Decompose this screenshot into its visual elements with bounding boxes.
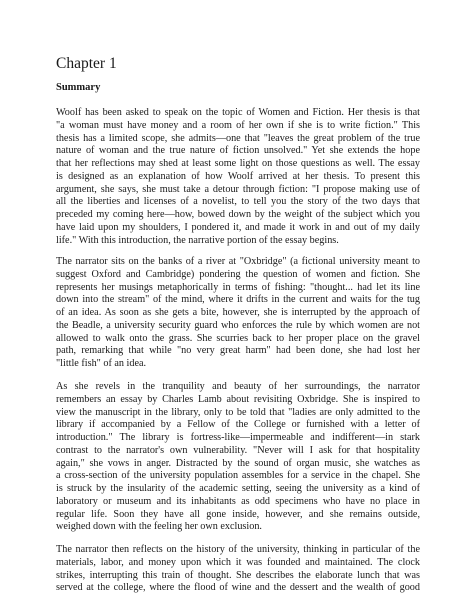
text-line: all the liberties and licenses of a novelist, to tell you the story of the two days that [56, 196, 420, 208]
text-line: introduction." The library is fortress-like—impermeable and indifferent—in stark [56, 432, 420, 443]
text-line: allowed to walk onto the grass. She scurries back to her proper place on the gravel [56, 332, 420, 344]
text-line: laboratory or museum and its inhabitants as odd specimens who have no place in [56, 495, 420, 507]
document-page [56, 0, 420, 613]
text-line: "little fish" of an idea. [56, 358, 147, 369]
text-line: path, remarking that while "no very great harm" had been done, she had lost her [56, 345, 420, 357]
text-line: of an idea. As soon as she gets a bite, however, she is interrupted by the approach of [56, 307, 420, 318]
text-line: the Beadle, a university security guard who enforces the rule by which women are not [56, 319, 420, 331]
text-line: remembers an essay by Charles Lamb about revisiting Oxbridge. She is inspired to [56, 393, 420, 405]
paragraph-1 [56, 107, 420, 247]
chapter-title: Chapter 1 [56, 55, 117, 72]
text-line: Woolf has been asked to speak on the topic of Women and Fiction. Her thesis is that [56, 107, 420, 118]
text-line: life." With this introduction, the narrative portion of the essay begins. [56, 234, 339, 246]
text-line: served at the college, where the flood of wine and the dessert and the wealth of good [56, 582, 420, 594]
text-line: have laid upon my shoulders, I pondered it, and made it work in and out of my daily [56, 221, 420, 233]
text-line: thesis has a limited scope, she admits—one that "leaves the great problem of the true [56, 132, 420, 144]
paragraph-3 [56, 381, 420, 534]
section-heading-summary: Summary [56, 82, 101, 93]
text-line: contrast to the narrator's own vulnerability. "Never will I ask for that hospitality [56, 444, 420, 456]
text-line: weighed down with the feeling her own exclusion. [56, 521, 262, 533]
text-line: represents her musings metaphorically in terms of fishing: "thought... had let its line [56, 281, 420, 293]
paragraph-4 [56, 544, 420, 595]
text-line: view the manuscript in the library, only to be told that "ladies are only admitted to the [56, 406, 420, 418]
text-line: The narrator then reflects on the history of the university, thinking in particular of the [56, 544, 420, 555]
text-line: is struck by the insularity of the academic setting, seeing the university as a kind of [56, 483, 420, 494]
text-line: again," she vows in anger. Distracted by the sound of organ music, she watches as [56, 457, 420, 469]
text-line: preceded my coming here—how, bowed down by the weight of the subject which you [56, 209, 420, 220]
text-line: The narrator sits on the banks of a river at "Oxbridge" (a fictional university meant to [56, 256, 420, 267]
text-line: As she revels in the tranquility and beauty of her surroundings, the narrator [56, 381, 420, 392]
text-line: materials, labor, and money upon which it was founded and maintained. The clock [56, 556, 420, 568]
paragraph-2 [56, 256, 420, 371]
text-line: down into the stream" of the mind, where it drifts in the current and waits for the tug [56, 294, 420, 306]
text-line: is designed as an explanation of how Woolf arrived at her thesis. To present this [56, 170, 420, 182]
text-line: "a woman must have money and a room of her own if she is to write fiction." This [56, 119, 420, 131]
text-line: nature of woman and the true nature of fiction unsolved." Yet she extends the hope [56, 145, 420, 157]
text-line: strikes, interrupting this train of thought. She describes the elaborate lunch that was [56, 569, 420, 581]
text-line: argument, she says, she must take a detour through fiction: "I propose making use of [56, 183, 420, 195]
text-line: a cross-section of the university population assembles for a service in the chapel. She [56, 470, 420, 482]
text-line: library if accompanied by a Fellow of the College or furnished with a letter of [56, 419, 420, 431]
text-line: suggest Oxford and Cambridge) pondering the question of women and fiction. She [56, 268, 420, 280]
text-line: that her reflections may shed at least some light on those questions as well. The essay [56, 158, 420, 169]
text-line: regular life. Soon they have all gone inside, however, and she remains outside, [56, 508, 420, 520]
